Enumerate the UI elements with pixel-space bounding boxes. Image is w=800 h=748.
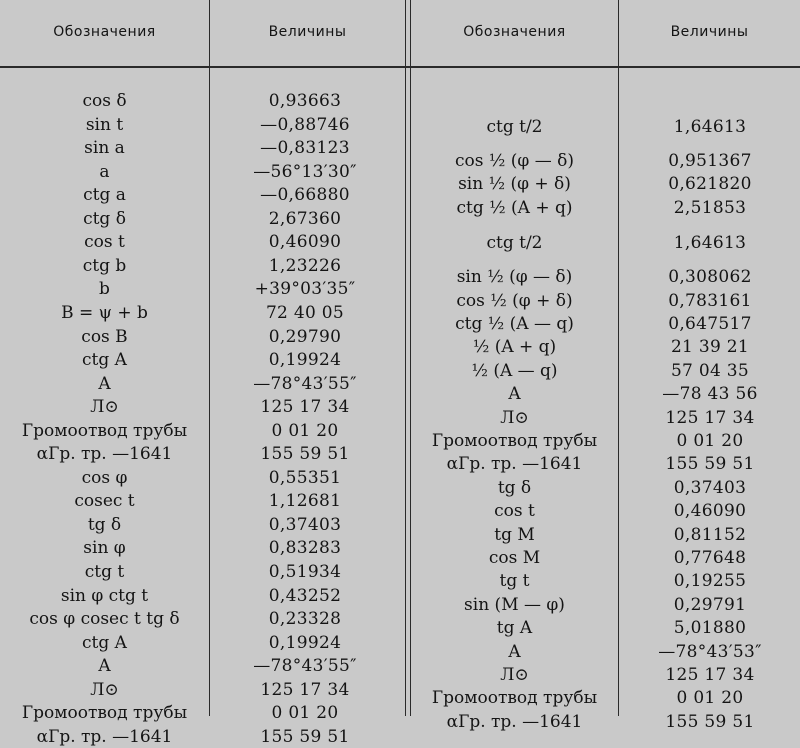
left-row-label: ctg A bbox=[82, 632, 127, 653]
left-row-label: sin t bbox=[85, 114, 124, 135]
left-row-value: —78°43′55″ bbox=[253, 656, 357, 677]
left-row-label: B = ψ + b bbox=[61, 302, 148, 323]
right-row-value: 0 01 20 bbox=[676, 431, 744, 451]
header-left-designation: Обозначения bbox=[53, 24, 156, 40]
right-row-value: 1,64613 bbox=[673, 117, 747, 137]
right-row-label: sin ½ (φ — δ) bbox=[456, 267, 573, 288]
right-row-label: sin (M — φ) bbox=[464, 594, 565, 615]
right-row-value: 0,46090 bbox=[673, 501, 747, 522]
left-row-value: 1,12681 bbox=[268, 491, 342, 512]
left-row-label: αГр. тр. —1641 bbox=[36, 726, 173, 747]
left-row-value: 0,46090 bbox=[268, 232, 342, 253]
right-row-label: αГр. тр. —1641 bbox=[446, 454, 583, 475]
right-row-value: 125 17 34 bbox=[665, 665, 755, 685]
right-row-value: 0,647517 bbox=[668, 314, 752, 334]
left-row-value: —78°43′55″ bbox=[253, 373, 357, 394]
left-row-value: 0,29790 bbox=[268, 326, 342, 347]
right-row-label: A bbox=[508, 384, 521, 405]
left-row-value: 0 01 20 bbox=[271, 420, 339, 441]
left-row-label: tg δ bbox=[87, 514, 122, 535]
left-row-label: Л⊙ bbox=[90, 397, 119, 418]
right-row-label: ½ (A — q) bbox=[471, 360, 558, 381]
left-row-label: ctg A bbox=[82, 350, 127, 371]
right-row-value: 0,621820 bbox=[668, 174, 752, 195]
left-row-value: —56°13′30″ bbox=[253, 161, 357, 182]
left-row-label: cos t bbox=[84, 232, 125, 253]
left-row-value: 0,43252 bbox=[268, 585, 342, 606]
right-row-value: 21 39 21 bbox=[670, 337, 750, 358]
left-row-label: αГр. тр. —1641 bbox=[36, 444, 173, 465]
center-double-rule bbox=[405, 0, 406, 716]
left-row-value: 72 40 05 bbox=[265, 302, 345, 323]
right-row-label: tg t bbox=[499, 571, 530, 592]
left-row-label: ctg a bbox=[83, 185, 126, 206]
right-row-label: tg A bbox=[496, 618, 533, 639]
right-row-label: Громоотвод трубы bbox=[431, 688, 598, 709]
right-row-label: Л⊙ bbox=[500, 665, 529, 685]
right-row-label: Л⊙ bbox=[500, 407, 529, 428]
left-row-label: Громоотвод трубы bbox=[21, 703, 188, 724]
right-row-value: 0,783161 bbox=[668, 290, 752, 311]
right-row-label: ctg t/2 bbox=[486, 117, 543, 137]
left-row-value: 125 17 34 bbox=[260, 397, 350, 418]
right-row-value: 0,81152 bbox=[673, 524, 747, 545]
right-row-label: tg δ bbox=[497, 477, 532, 498]
right-row-value: 155 59 51 bbox=[665, 454, 755, 475]
right-row-label: ctg t/2 bbox=[486, 233, 543, 254]
left-row-label: sin φ bbox=[83, 538, 126, 559]
left-row-value: 0,83283 bbox=[268, 538, 342, 559]
left-row-value: 155 59 51 bbox=[260, 726, 350, 747]
right-row-label: αГр. тр. —1641 bbox=[446, 711, 583, 732]
left-row-label: Громоотвод трубы bbox=[21, 420, 188, 441]
left-row-value: 0 01 20 bbox=[271, 703, 339, 724]
left-row-value: 2,67360 bbox=[268, 208, 342, 229]
left-row-value: 0,37403 bbox=[268, 514, 342, 535]
left-row-value: +39°03′35″ bbox=[254, 279, 356, 300]
right-row-label: tg M bbox=[494, 524, 535, 545]
right-row-value: 0 01 20 bbox=[676, 688, 744, 709]
left-row-label: cos B bbox=[81, 326, 128, 347]
right-row-value: 0,308062 bbox=[668, 267, 752, 288]
left-row-value: 125 17 34 bbox=[260, 679, 350, 700]
left-row-value: 0,55351 bbox=[268, 467, 342, 488]
left-row-label: Л⊙ bbox=[90, 679, 119, 700]
right-row-label: A bbox=[508, 641, 521, 662]
left-row-value: 0,51934 bbox=[268, 562, 342, 582]
left-row-label: cos δ bbox=[82, 91, 127, 111]
left-row-label: A bbox=[98, 373, 111, 394]
right-row-label: ½ (A + q) bbox=[472, 337, 557, 358]
left-row-label: cos φ cosec t tg δ bbox=[29, 609, 180, 630]
right-row-value: 0,77648 bbox=[673, 548, 747, 568]
left-row-label: A bbox=[98, 656, 111, 677]
right-row-value: 0,29791 bbox=[673, 594, 747, 615]
left-row-label: cos φ bbox=[81, 467, 128, 488]
left-row-label: ctg t bbox=[84, 562, 125, 582]
right-row-value: 1,64613 bbox=[673, 233, 747, 254]
left-row-label: ctg b bbox=[82, 255, 127, 276]
right-row-label: cos ½ (φ + δ) bbox=[456, 290, 573, 311]
header-right-values: Величины bbox=[670, 24, 749, 40]
right-row-value: 0,19255 bbox=[673, 571, 747, 592]
right-row-label: ctg ½ (A — q) bbox=[455, 314, 574, 334]
left-row-label: sin φ ctg t bbox=[60, 585, 149, 606]
left-row-value: —0,66880 bbox=[260, 185, 350, 206]
right-row-label: sin ½ (φ + δ) bbox=[458, 174, 571, 195]
column-divider bbox=[618, 0, 619, 716]
left-row-label: a bbox=[99, 161, 110, 182]
right-row-label: Громоотвод трубы bbox=[431, 431, 598, 451]
right-row-label: cos t bbox=[494, 501, 535, 522]
right-row-value: 5,01880 bbox=[673, 618, 747, 639]
left-row-value: 1,23226 bbox=[268, 255, 342, 276]
header-right-designation: Обозначения bbox=[463, 24, 566, 40]
left-row-value: 155 59 51 bbox=[260, 444, 350, 465]
right-row-value: —78 43 56 bbox=[662, 384, 758, 405]
column-divider bbox=[209, 0, 210, 716]
left-row-label: b bbox=[99, 279, 110, 300]
right-row-value: 0,37403 bbox=[673, 477, 747, 498]
left-row-value: 0,23328 bbox=[268, 609, 342, 630]
header-left-values: Величины bbox=[268, 24, 347, 40]
left-row-value: 0,93663 bbox=[268, 91, 342, 111]
left-row-value: 0,19924 bbox=[268, 350, 342, 371]
right-row-value: 155 59 51 bbox=[665, 711, 755, 732]
right-row-value: 2,51853 bbox=[673, 197, 747, 218]
left-row-label: ctg δ bbox=[83, 208, 126, 229]
right-row-value: —78°43′53″ bbox=[658, 641, 762, 662]
left-row-label: cosec t bbox=[74, 491, 135, 512]
left-row-value: —0,83123 bbox=[260, 138, 350, 159]
right-row-value: 57 04 35 bbox=[670, 360, 750, 381]
header-rule bbox=[0, 66, 800, 68]
right-row-label: cos ½ (φ — δ) bbox=[455, 151, 574, 171]
left-row-value: 0,19924 bbox=[268, 632, 342, 653]
left-row-label: sin a bbox=[84, 138, 125, 159]
left-row-value: —0,88746 bbox=[260, 114, 350, 135]
right-row-value: 125 17 34 bbox=[665, 407, 755, 428]
right-row-label: ctg ½ (A + q) bbox=[456, 197, 573, 218]
right-row-value: 0,951367 bbox=[668, 151, 752, 171]
right-row-label: cos M bbox=[488, 548, 541, 568]
